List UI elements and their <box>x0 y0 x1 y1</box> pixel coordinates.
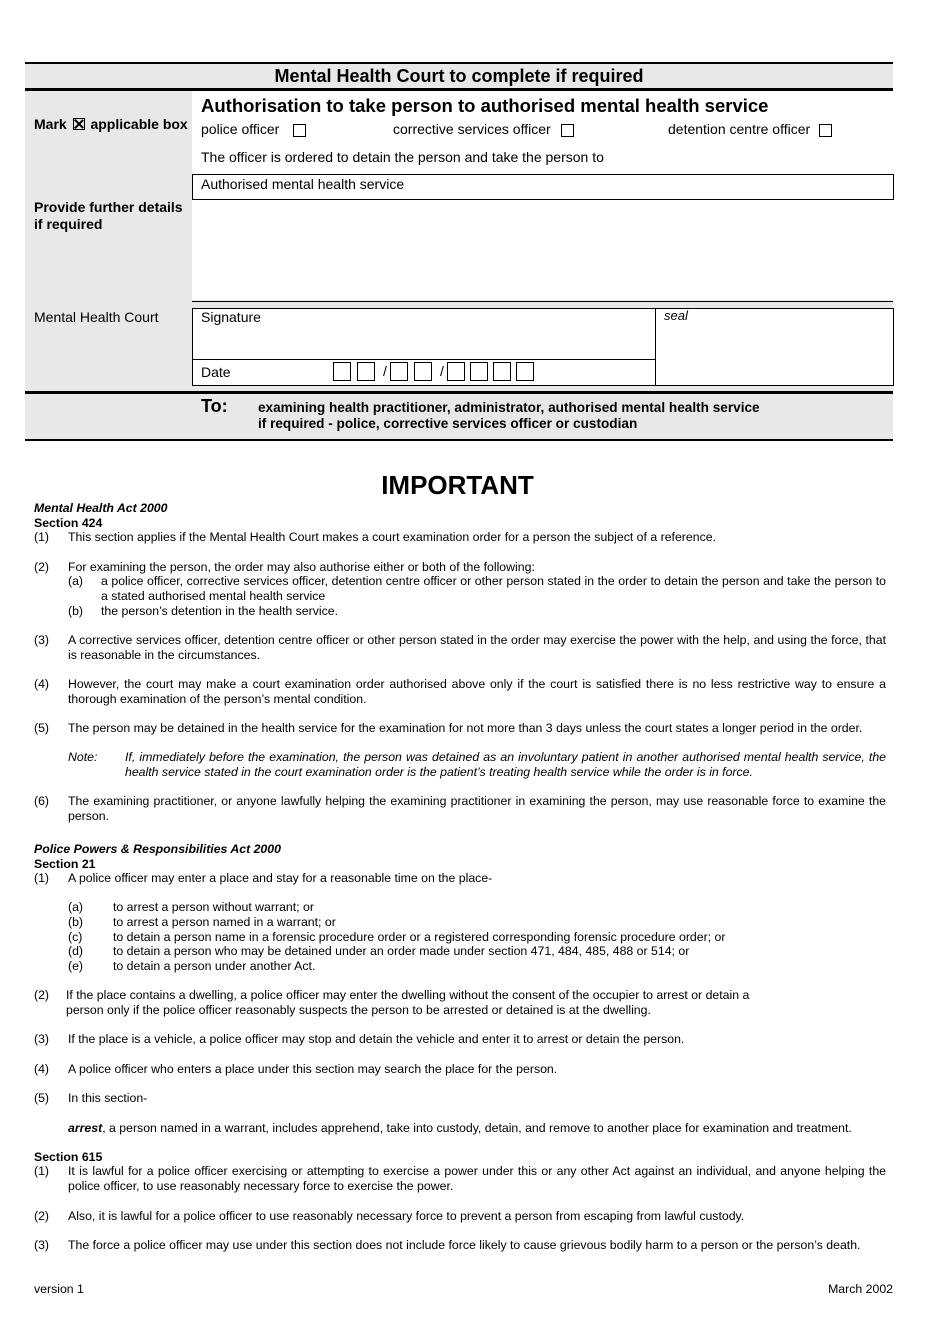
mha-act-title: Mental Health Act 2000 <box>34 501 168 515</box>
mha-item-number: (3) <box>34 633 50 647</box>
s615-item-number: (1) <box>34 1164 50 1178</box>
service-field-label: Authorised mental health service <box>201 176 405 192</box>
ppr-sub-letter: (e) <box>68 959 84 973</box>
ppr-sub-letter: (c) <box>68 930 83 944</box>
ppr-act-title: Police Powers & Responsibilities Act 2000 <box>34 842 281 856</box>
ppr-section-heading: Section 21 <box>34 857 96 871</box>
mha-item-text: The examining practitioner, or anyone lawfully helping the examining practitioner in examining the person, may use reasonable force to examine the person. <box>68 794 886 823</box>
mha-section-heading: Section 424 <box>34 516 103 530</box>
s615-item-text: It is lawful for a police officer exercising or attempting to exercise a power under this or any other Act against an individual, and anyone helping the police officer, to use reasonably necessary force to exercise the power. <box>68 1164 886 1193</box>
ppr-sub-letter: (a) <box>68 900 84 914</box>
date-divider <box>192 359 656 360</box>
mha-item-text: However, the court may make a court examination order authorised above only if the court is satisfied there is no less restrictive way to ensure a thorough examination of the person’s mental condition. <box>68 677 886 706</box>
mha-item-number: (1) <box>34 530 50 544</box>
mha-sub-letter: (b) <box>68 604 84 618</box>
s615-heading: Section 615 <box>34 1150 103 1164</box>
mark-applicable-label: Mark applicable box <box>34 116 188 132</box>
date-label: Date <box>201 364 231 380</box>
police-officer-checkbox[interactable] <box>293 124 306 137</box>
date-year-digit-3[interactable] <box>493 362 511 381</box>
further-details-label: Provide further details if required <box>34 199 183 232</box>
s615-item-text: Also, it is lawful for a police officer to use reasonably necessary force to prevent a person from escaping from lawful custody. <box>68 1209 745 1223</box>
order-text: The officer is ordered to detain the person and take the person to <box>201 149 604 165</box>
officer-option-detention[interactable]: detention centre officer <box>668 121 832 137</box>
date-year-digit-4[interactable] <box>516 362 534 381</box>
ppr-item-text: A police officer may enter a place and stay for a reasonable time on the place- <box>68 871 493 885</box>
footer-date: March 2002 <box>828 1282 893 1296</box>
ppr-item-number: (1) <box>34 871 50 885</box>
ppr-sub-text: to detain a person under another Act. <box>113 959 316 973</box>
to-line-2: if required - police, corrective services officer or custodian <box>258 416 638 431</box>
corrective-officer-checkbox[interactable] <box>561 124 574 137</box>
ppr-item-text: A police officer who enters a place under this section may search the place for the person. <box>68 1062 558 1076</box>
mha-sub-text: a police officer, corrective services officer, detention centre officer or other person stated in the order to detain the person and take the person to a stated authorised mental health service <box>101 574 886 603</box>
note-text: If, immediately before the examination, the person was detained as an involuntary patient in another authorised mental health service, the health service stated in the court examination order is the patient’s treating health service while the order is in force. <box>125 750 886 779</box>
ppr-item-text: If the place contains a dwelling, a police officer may enter the dwelling without the consent of the occupier to arrest or detain a person only if the police officer reasonably suspects the person to be arrested or detained is at the dwelling. <box>66 988 750 1017</box>
date-month-digit-2[interactable] <box>414 362 432 381</box>
date-day-digit-2[interactable] <box>357 362 375 381</box>
ppr-sub-text: to arrest a person without warrant; or <box>113 900 314 914</box>
court-section-header: Mental Health Court to complete if required <box>25 62 893 91</box>
detention-officer-checkbox[interactable] <box>819 124 832 137</box>
date-day-digit-1[interactable] <box>333 362 351 381</box>
important-heading: IMPORTANT <box>381 470 534 500</box>
left-label-column <box>25 91 192 391</box>
date-separator: / <box>383 363 387 379</box>
to-label: To: <box>201 396 228 416</box>
officer-option-corrective[interactable]: corrective services officer <box>393 121 574 137</box>
signature-box <box>192 308 894 386</box>
mha-item-text: For examining the person, the order may also authorise either or both of the following: <box>68 560 535 574</box>
date-separator: / <box>440 363 444 379</box>
ppr-sub-text: to arrest a person named in a warrant; or <box>113 915 336 929</box>
mha-item-number: (4) <box>34 677 50 691</box>
mha-item-number: (6) <box>34 794 50 808</box>
seal-label: seal <box>664 308 688 323</box>
checked-box-icon <box>73 118 85 130</box>
signature-label[interactable]: Signature <box>201 309 261 325</box>
mha-item-text: This section applies if the Mental Health Court makes a court examination order for a person the subject of a reference. <box>68 530 716 544</box>
note-label: Note: <box>68 750 98 764</box>
version-label: version 1 <box>34 1282 84 1296</box>
ppr-item-number: (4) <box>34 1062 50 1076</box>
ppr-item-number: (2) <box>34 988 50 1002</box>
further-details-field[interactable] <box>192 200 893 302</box>
service-field[interactable] <box>192 174 894 200</box>
date-year-digit-1[interactable] <box>447 362 465 381</box>
ppr-item-number: (3) <box>34 1032 50 1046</box>
ppr-item-number: (5) <box>34 1091 50 1105</box>
ppr-sub-text: to detain a person name in a forensic procedure order or a registered corresponding forensic procedure order; or <box>113 930 726 944</box>
arrest-definition-text: , a person named in a warrant, includes apprehend, take into custody, detain, and remove to another place for examination and treatment. <box>102 1121 852 1135</box>
mha-sub-text: the person’s detention in the health service. <box>101 604 338 618</box>
mha-item-text: The person may be detained in the health service for the examination for not more than 3 days unless the court states a longer period in the order. <box>68 721 863 735</box>
s615-item-number: (2) <box>34 1209 50 1223</box>
ppr-sub-text: to detain a person who may be detained under an order made under section 471, 484, 485, 488 or 514; or <box>113 944 690 958</box>
date-year-digit-2[interactable] <box>470 362 488 381</box>
date-month-digit-1[interactable] <box>390 362 408 381</box>
officer-option-police[interactable]: police officer <box>201 121 306 137</box>
ppr-item-text: If the place is a vehicle, a police officer may stop and detain the vehicle and enter it to arrest or detain the person. <box>68 1032 685 1046</box>
arrest-definition <box>68 1121 898 1136</box>
court-label: Mental Health Court <box>34 309 159 325</box>
arrest-term: arrest <box>68 1121 103 1135</box>
ppr-sub-letter: (d) <box>68 944 84 958</box>
ppr-sub-letter: (b) <box>68 915 84 929</box>
to-line-1: examining health practitioner, administrator, authorised mental health service <box>258 400 760 415</box>
seal-divider <box>655 308 656 386</box>
authorisation-title: Authorisation to take person to authorised mental health service <box>201 95 769 116</box>
mha-item-number: (5) <box>34 721 50 735</box>
s615-item-number: (3) <box>34 1238 50 1252</box>
mha-item-text: A corrective services officer, detention centre officer or other person stated in the order may exercise the power with the help, and using the force, that is reasonable in the circumstances. <box>68 633 886 662</box>
mha-sub-letter: (a) <box>68 574 84 588</box>
mha-item-number: (2) <box>34 560 50 574</box>
ppr-item-text: In this section- <box>68 1091 148 1105</box>
s615-item-text: The force a police officer may use under this section does not include force likely to cause grievous bodily harm to a person or the person’s death. <box>68 1238 861 1252</box>
